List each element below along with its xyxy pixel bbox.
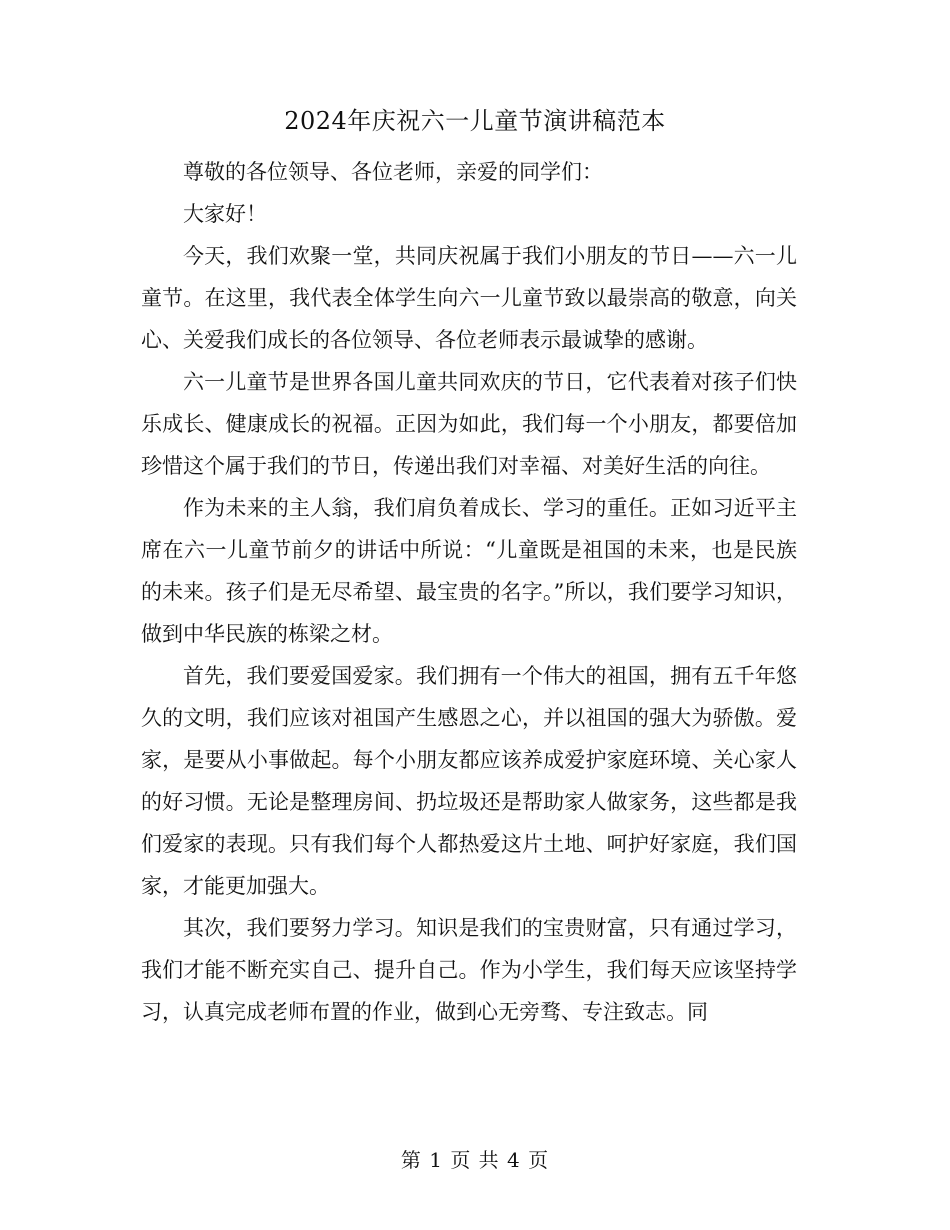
paragraph-3: 作为未来的主人翁，我们肩负着成长、学习的重任。正如习近平主席在六一儿童节前夕的讲话中所说：“儿童既是祖国的未来，也是民族的未来。孩子们是无尽希望、最宝贵的名字。”所以，我们要学习知识，做到中华民族的栋梁之材。	[141, 496, 797, 646]
paragraph-4: 首先，我们要爱国爱家。我们拥有一个伟大的祖国，拥有五千年悠久的文明，我们应该对祖国产生感恩之心，并以祖国的强大为骄傲。爱家，是要从小事做起。每个小朋友都应该养成爱护家庭环境、关心家人的好习惯。无论是整理房间、扔垃圾还是帮助家人做家务，这些都是我们爱家的表现。只有我们每个人都热爱这片土地、呵护好家庭，我们国家，才能更加强大。	[141, 664, 797, 898]
paragraph-1: 今天，我们欢聚一堂，共同庆祝属于我们小朋友的节日——六一儿童节。在这里，我代表全体学生向六一儿童节致以最崇高的敬意，向关心、关爱我们成长的各位领导、各位老师表示最诚挚的感谢。	[141, 244, 797, 352]
document-title: 2024年庆祝六一儿童节演讲稿范本	[284, 107, 666, 135]
paragraph-5: 其次，我们要努力学习。知识是我们的宝贵财富，只有通过学习，我们才能不断充实自己、提升自己。作为小学生，我们每天应该坚持学习，认真完成老师布置的作业，做到心无旁骛、专注致志。同	[141, 916, 797, 1024]
page-number-footer: 第 1 页 共 4 页	[400, 1148, 550, 1172]
document-body	[141, 151, 797, 1033]
paragraph-greeting: 大家好！	[183, 202, 267, 226]
paragraph-2: 六一儿童节是世界各国儿童共同欢庆的节日，它代表着对孩子们快乐成长、健康成长的祝福。正因为如此，我们每一个小朋友，都要倍加珍惜这个属于我们的节日，传递出我们对幸福、对美好生活的向往。	[141, 370, 797, 478]
paragraph-salutation: 尊敬的各位领导、各位老师，亲爱的同学们：	[183, 160, 603, 184]
